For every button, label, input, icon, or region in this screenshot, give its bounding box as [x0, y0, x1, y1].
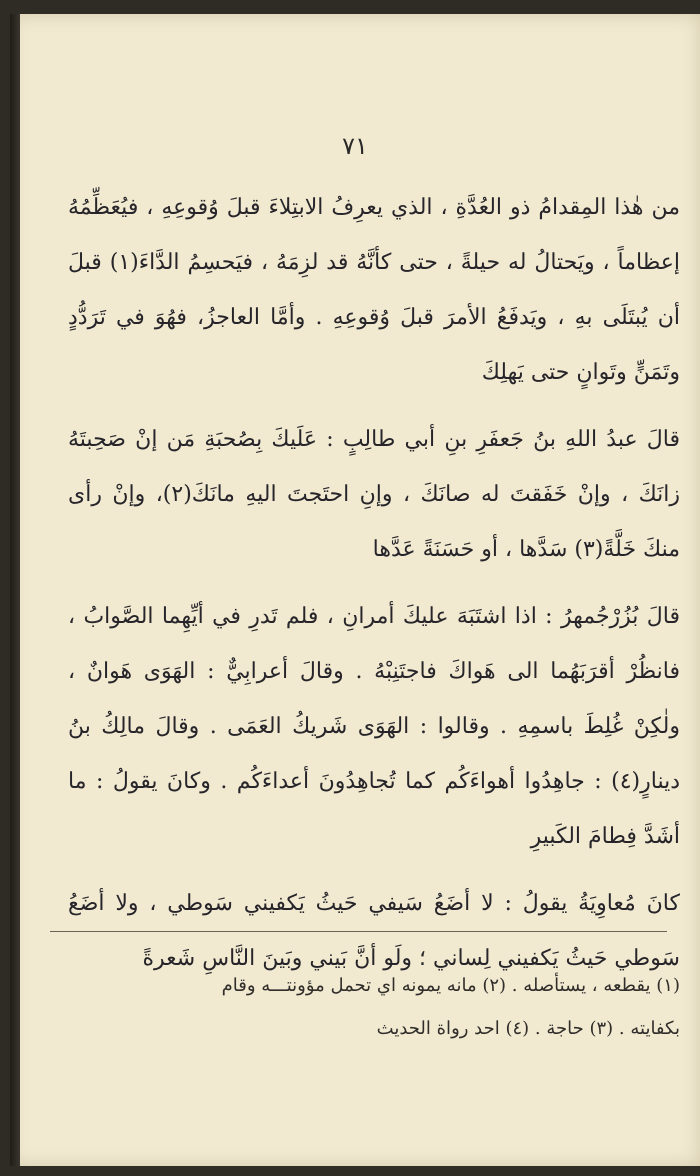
footnotes	[80, 964, 680, 1050]
paragraph-4: كانَ مُعاوِيَةُ يقولُ : لا أضَعُ سَيفي حَيثُ يَكفيني سَوطي ، ولا أضَعُ سَوطي حَيثُ يَكفيني لِساني ؛ ولَو أنَّ بَيني وبَينَ النَّاسِ شَعرةً	[68, 891, 680, 971]
paragraph-2: قالَ عبدُ اللهِ بنُ جَعفَرِ بنِ أبي طالِبٍ : عَلَيكَ بِصُحبَةِ مَن إنْ صَحِبتَهُ زانَكَ ، وإنْ خَفَقتَ له صانَكَ ، وإنِ احتَجتَ اليهِ مانَكَ(٢)، وإنْ رأى منكَ خَلَّةً(٣) سَدَّها ، أو حَسَنَةً عَدَّها	[68, 427, 680, 562]
footnote-divider	[50, 931, 667, 932]
book-spine	[10, 14, 20, 1166]
paragraph-3: قالَ بُزُرْجُمهرُ : اذا اشتَبَهَ عليكَ أمرانِ ، فلم تَدرِ في أيِّهِما الصَّوابُ ، فانظُرْ أقرَبَهُما الى هَواكَ فاجتَنِبْهُ . وقالَ أعرابِيٌّ : الهَوَى هَوانٌ ، ولٰكِنْ غُلِطَ باسمِهِ . وقالوا : الهَوَى شَريكُ العَمَى . وقالَ مالِكُ بنُ دينارٍ(٤) : جاهِدُوا أهواءَكُم كما تُجاهِدُونَ أعداءَكُم . وكانَ يقولُ : ما أشَدَّ فِطامَ الكَبيرِ	[68, 604, 680, 849]
paragraph-1: من هٰذا المِقدامُ ذو العُدَّةِ ، الذي يعرِفُ الابتِلاءَ قبلَ وُقوعِهِ ، فيُعَظِّمُهُ إعظاماً ، ويَحتالُ له حيلةً ، حتى كأنَّهُ قد لزِمَهُ ، فيَحسِمُ الدَّاءَ(١) قبلَ أن يُبتَلَى بهِ ، ويَدفَعُ الأمرَ قبلَ وُقوعِهِ . وأمَّا العاجزُ، فهُوَ في تَرَدُّدٍ وتَمَنٍّ وتَوانٍ حتى يَهلِكَ	[68, 195, 680, 385]
book-page	[10, 14, 700, 1166]
footnote-line-2: بكفايته . (٣) حاجة . (٤) احد رواة الحديث	[376, 1018, 680, 1039]
footnote-line-1: (١) يقطعه ، يستأصله . (٢) مانه يمونه اي تحمل مؤونتـــه وقام	[221, 975, 680, 996]
main-text	[68, 180, 680, 986]
page-number: ٧١	[342, 132, 368, 160]
